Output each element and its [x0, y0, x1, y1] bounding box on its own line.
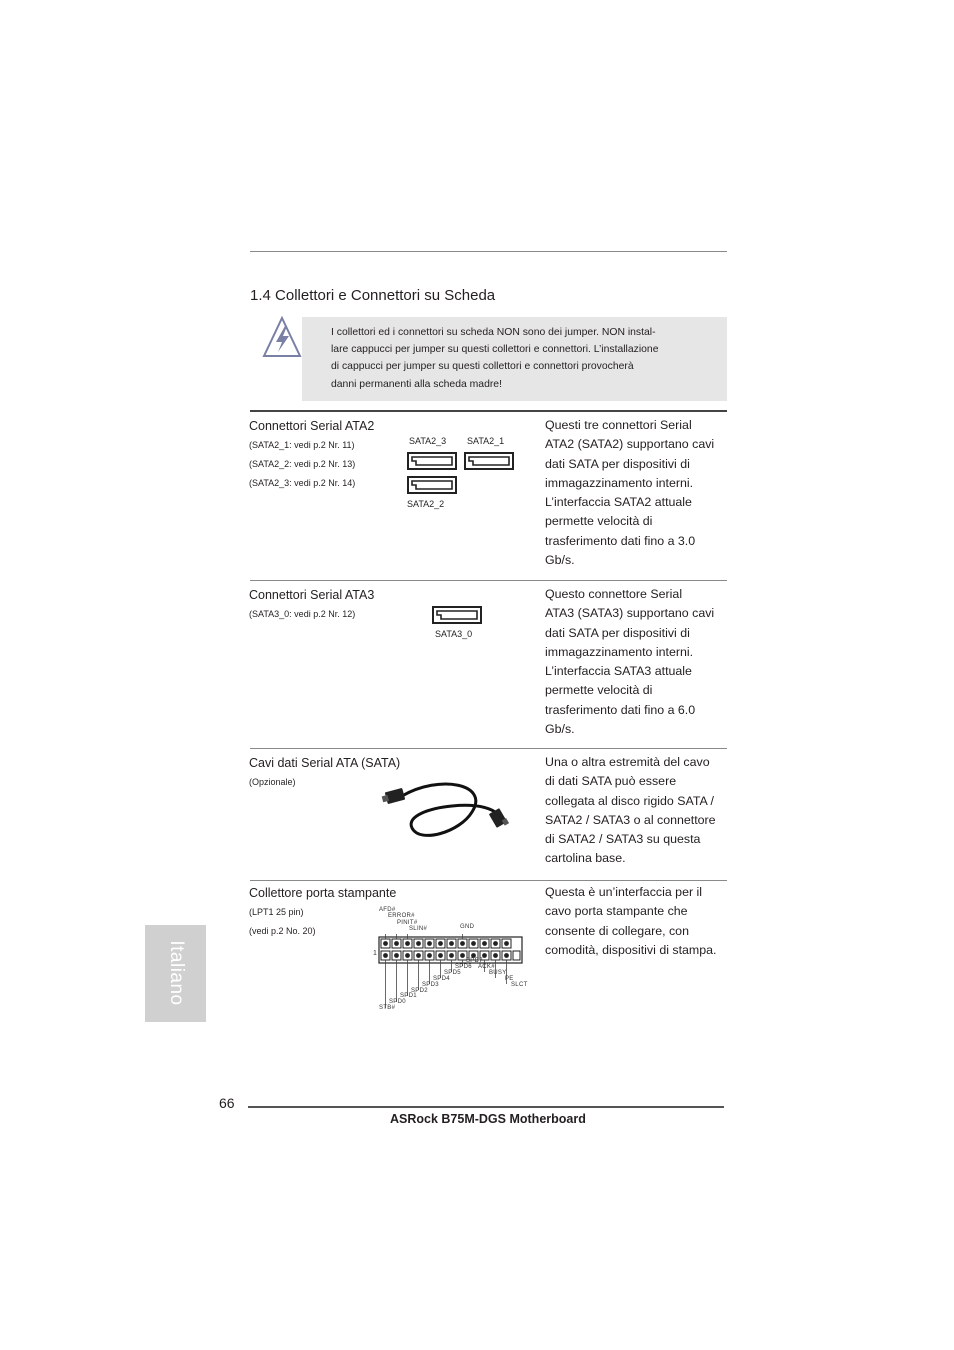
row-ref: (SATA3_0: vedi p.2 Nr. 12): [249, 609, 356, 619]
pin-label: PINIT#: [397, 920, 418, 926]
desc-line: Una o altra estremità del cavo: [545, 755, 710, 769]
desc-line: collegata al disco rigido SATA /: [545, 793, 714, 808]
pin-label: ERROR#: [388, 913, 415, 919]
pin-label: SPD3: [422, 982, 439, 988]
desc-line: cartolina base.: [545, 851, 626, 866]
row-divider: [250, 410, 727, 412]
desc-line: consente di collegare, con: [545, 923, 689, 938]
desc-line: Gb/s.: [545, 722, 575, 737]
connector-label: SATA2_3: [409, 436, 447, 446]
connector-label: SATA2_1: [467, 436, 505, 446]
sata-connector-icon: [464, 452, 514, 470]
pin-label: SPD1: [400, 993, 417, 999]
pin-label: STB#: [379, 1005, 396, 1011]
desc-line: trasferimento dati fino a 6.0: [545, 702, 696, 717]
desc-line: Questa è un’interfaccia per il: [545, 885, 703, 899]
pin-label: SPD0: [389, 999, 406, 1005]
warning-line: I collettori ed i connettori su scheda NON sono dei jumper. NON instal-: [331, 327, 656, 338]
desc-line: dati SATA per dispositivi di: [545, 456, 690, 471]
warning-line: lare cappucci per jumper su questi collettori e connettori. L’installazione: [331, 344, 659, 356]
desc-line: dati SATA per dispositivi di: [545, 625, 690, 640]
desc-line: cavo porta stampante che: [545, 904, 688, 919]
desc-line: SATA2 / SATA3 o al connettore: [545, 812, 716, 827]
pin-label: SLCT: [511, 982, 528, 988]
row-description: [545, 753, 731, 869]
row-description: [545, 883, 731, 960]
connector-label: SATA3_0: [435, 629, 473, 639]
desc-line: di SATA2 / SATA3 su questa: [545, 832, 701, 847]
pin-label: BUSY: [489, 970, 507, 976]
pin-label: GND: [460, 924, 475, 930]
sata-connector-icon: [407, 476, 457, 494]
row-title-sata3: Connettori Serial ATA3: [249, 588, 375, 602]
row-ref: (SATA2_1: vedi p.2 Nr. 11): [249, 440, 355, 450]
desc-line: permette velocità di: [545, 683, 653, 698]
footer-product-name: ASRock B75M-DGS Motherboard: [390, 1112, 586, 1126]
warning-line: di cappucci per jumper su questi collettori e connettori provocherà: [331, 361, 634, 373]
pin-label: ACK#: [478, 964, 495, 970]
row-ref: (LPT1 25 pin): [249, 907, 304, 917]
desc-line: L’interfaccia SATA3 attuale: [545, 664, 692, 679]
desc-line: immagazzinamento interni.: [545, 644, 694, 659]
desc-line: ATA2 (SATA2) supportano cavi: [545, 437, 715, 452]
pin-label: PE: [505, 976, 514, 982]
row-ref: (SATA2_3: vedi p.2 Nr. 14): [249, 478, 356, 488]
warning-lightning-icon: [262, 316, 302, 358]
section-title: 1.4 Collettori e Connettori su Scheda: [250, 287, 496, 304]
desc-line: ATA3 (SATA3) supportano cavi: [545, 606, 715, 621]
connector-label: SATA2_2: [407, 499, 445, 509]
row-ref: (Opzionale): [249, 777, 296, 787]
sata-connector-icon: [432, 606, 482, 624]
row-title-sata2: Connettori Serial ATA2: [249, 419, 375, 433]
desc-line: immagazzinamento interni.: [545, 475, 694, 490]
row-title-printer-header: Collettore porta stampante: [249, 886, 397, 900]
row-ref: (vedi p.2 No. 20): [249, 926, 316, 936]
sata-connector-icon: [407, 452, 457, 470]
desc-line: trasferimento dati fino a 3.0: [545, 533, 696, 548]
desc-line: Questi tre connettori Serial: [545, 418, 692, 432]
pin-label: SLIN#: [409, 926, 428, 932]
top-rule: [250, 251, 727, 252]
row-ref: (SATA2_2: vedi p.2 Nr. 13): [249, 459, 356, 469]
footer-rule: [248, 1106, 724, 1108]
pin-label: SPD5: [444, 970, 461, 976]
row-divider: [250, 580, 727, 581]
pin-label: SPD6: [455, 964, 472, 970]
warning-line: danni permanenti alla scheda madre!: [331, 378, 502, 390]
desc-line: comodità, dispositivi di stampa.: [545, 942, 717, 957]
pin-label: AFD#: [379, 907, 396, 913]
row-description: [545, 416, 731, 570]
row-divider: [250, 748, 727, 749]
row-divider: [250, 880, 727, 881]
warning-text: [331, 324, 683, 393]
desc-line: di dati SATA può essere: [545, 774, 677, 789]
pin-label: SPD4: [433, 976, 450, 982]
desc-line: permette velocità di: [545, 514, 653, 529]
desc-line: Gb/s.: [545, 553, 575, 568]
pin-label: SPD2: [411, 988, 428, 994]
pin-label: SPD7: [466, 958, 483, 964]
desc-line: L’interfaccia SATA2 attuale: [545, 495, 692, 510]
pin-label: 1: [373, 950, 378, 957]
desc-line: Questo connettore Serial: [545, 587, 683, 601]
sata-cable-image: [380, 776, 514, 840]
row-title-sata-cable: Cavi dati Serial ATA (SATA): [249, 756, 401, 770]
row-description: [545, 585, 731, 739]
page-number: 66: [219, 1095, 235, 1111]
language-side-tab-label: Italiano: [166, 940, 187, 1006]
